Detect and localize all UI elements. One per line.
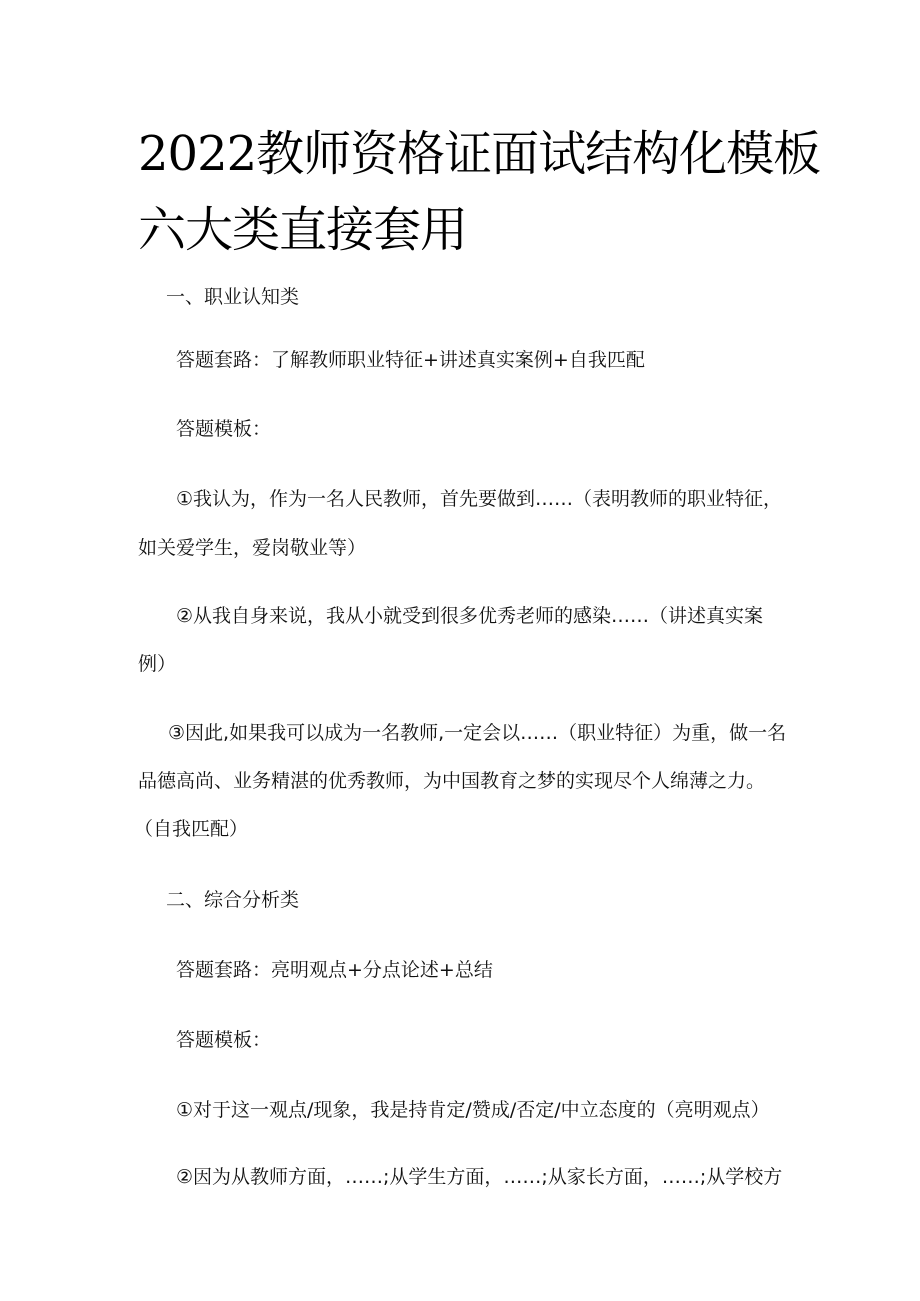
section-1-heading: 一、职业认知类	[166, 286, 300, 308]
section-2-item-2-line-1: ②因为从教师方面，……;从学生方面，……;从家长方面，……;从学校方	[176, 1166, 783, 1188]
section-2-item-1-line-1: ①对于这一观点/现象，我是持肯定/赞成/否定/中立态度的（亮明观点）	[176, 1099, 770, 1121]
section-1-routine: 答题套路：了解教师职业特征+讲述真实案例+自我匹配	[176, 349, 645, 371]
section-1-item-1-line-1: ①我认为，作为一名人民教师，首先要做到……（表明教师的职业特征，	[176, 488, 783, 510]
section-1-item-2-line-2: 例）	[138, 653, 177, 675]
document-title-line-2: 六大类直接套用	[138, 202, 468, 258]
section-2-routine: 答题套路：亮明观点+分点论述+总结	[176, 959, 493, 981]
section-2-template-label: 答题模板：	[176, 1029, 272, 1051]
section-1-item-1-line-2: 如关爱学生，爱岗敬业等）	[138, 537, 367, 559]
section-1-template-label: 答题模板：	[176, 418, 272, 440]
section-1-item-3-line-3: （自我匹配）	[134, 818, 249, 840]
section-1-item-2-line-1: ②从我自身来说，我从小就受到很多优秀老师的感染……（讲述真实案	[176, 605, 764, 627]
section-1-item-3-line-2: 品德高尚、业务精湛的优秀教师，为中国教育之梦的实现尽个人绵薄之力。	[138, 770, 766, 792]
document-title-line-1: 2022教师资格证面试结构化模板	[138, 126, 821, 182]
section-2-heading: 二、综合分析类	[166, 889, 300, 911]
section-1-item-3-line-1: ③因此,如果我可以成为一名教师,一定会以……（职业特征）为重，做一名	[168, 722, 787, 744]
